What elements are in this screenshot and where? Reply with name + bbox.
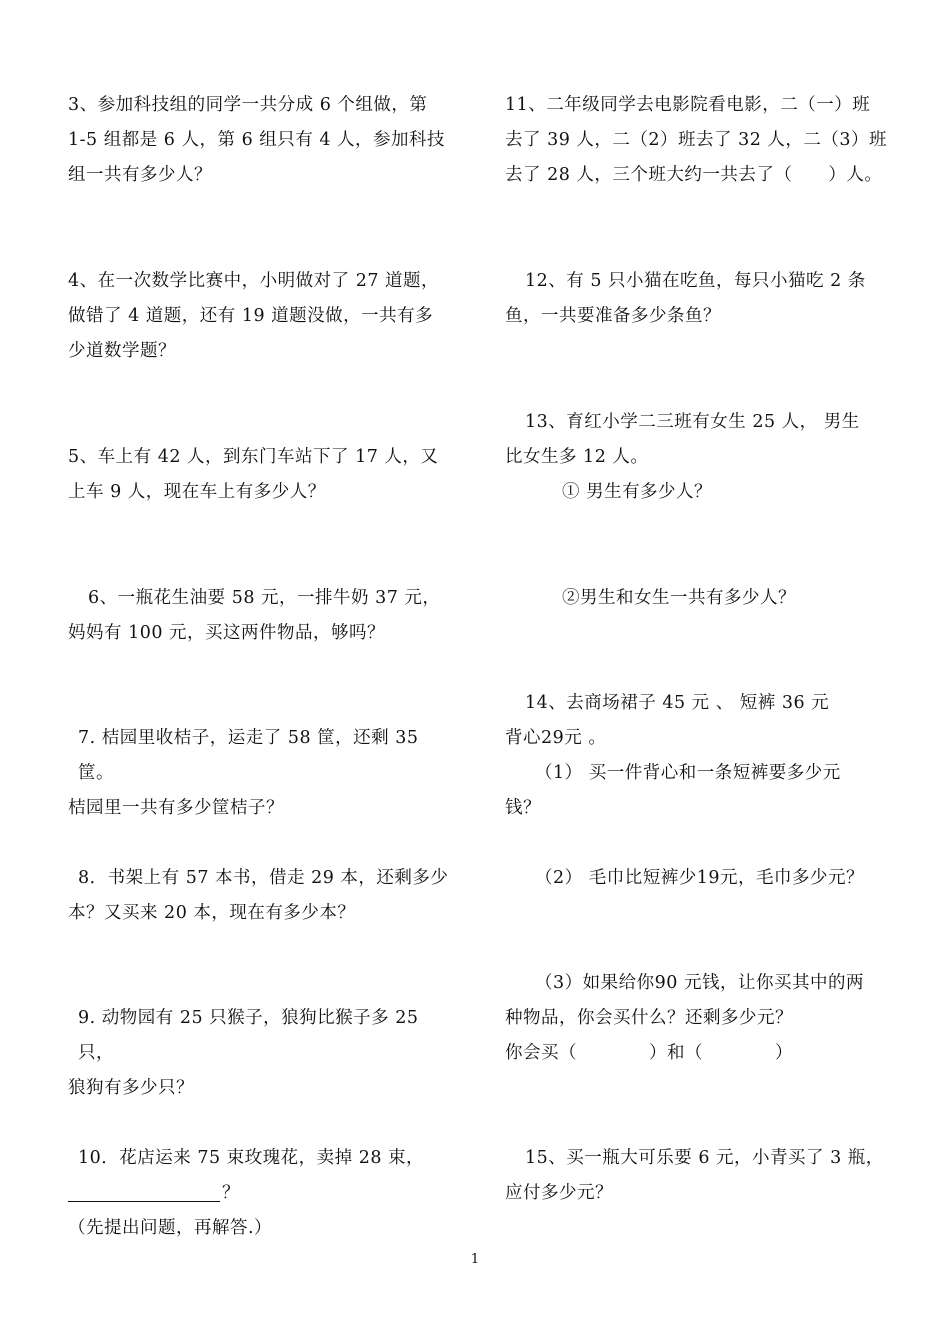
- question-10-line-2: [68, 1176, 458, 1211]
- question-14-sub-3-answer: 你会买（ ）和（ ）: [505, 1043, 793, 1063]
- question-4-line-3: 少道数学题？: [68, 341, 176, 361]
- question-6-line-2: 妈妈有 100 元，买这两件物品，够吗？: [68, 623, 386, 643]
- question-7: [68, 721, 458, 826]
- question-11: [505, 88, 895, 193]
- question-12-line-2: 鱼，一共要准备多少条鱼？: [505, 306, 721, 326]
- question-12: [505, 264, 895, 334]
- question-14-part-2: [505, 861, 895, 896]
- question-14: [505, 686, 895, 826]
- question-3-line-1: 3、参加科技组的同学一共分成 6 个组做，第: [68, 95, 428, 115]
- question-11-line-3: 去了 28 人，三个班大约一共去了（ ）人。: [505, 165, 883, 185]
- question-13-sub-2: ②男生和女生一共有多少人？: [562, 588, 796, 608]
- question-13-line-1: 13、育红小学二三班有女生 25 人， 男生: [525, 412, 860, 432]
- question-4-line-2: 做错了 4 道题，还有 19 道题没做，一共有多: [68, 306, 434, 326]
- page-number: 1: [470, 1252, 480, 1267]
- question-9-line-2: 狼狗有多少只？: [68, 1078, 194, 1098]
- answer-blank[interactable]: [68, 1179, 220, 1202]
- question-14-sub-3-line-1: （3）如果给你90 元钱，让你买其中的两: [535, 973, 864, 993]
- question-10-line-1: 10．花店运来 75 束玫瑰花，卖掉 28 束，: [78, 1148, 425, 1168]
- question-5-line-1: 5、车上有 42 人，到东门车站下了 17 人，又: [68, 447, 439, 467]
- question-3: [68, 88, 458, 193]
- question-8-line-1: 8．书架上有 57 本书，借走 29 本，还剩多少: [78, 868, 449, 888]
- question-14-sub-1-line-2: 钱？: [505, 798, 541, 818]
- question-8-line-2: 本？又买来 20 本，现在有多少本？: [68, 903, 356, 923]
- question-13: [505, 405, 895, 510]
- question-6: [68, 581, 458, 651]
- question-14-sub-1-line-1: （1） 买一件背心和一条短裤要多少元: [535, 763, 841, 783]
- question-5: [68, 440, 458, 510]
- question-9-line-1: 9. 动物园有 25 只猴子，狼狗比猴子多 25 只，: [78, 1008, 419, 1063]
- question-4-line-1: 4、在一次数学比赛中，小明做对了 27 道题，: [68, 271, 440, 291]
- question-14-sub-2: （2） 毛巾比短裤少19元，毛巾多少元？: [535, 868, 864, 888]
- question-14-part-3: [505, 966, 895, 1071]
- question-9: [68, 1001, 458, 1106]
- question-14-sub-3-line-2: 种物品，你会买什么？还剩多少元？: [505, 1008, 793, 1028]
- question-11-line-2: 去了 39 人，二（2）班去了 32 人，二（3）班: [505, 130, 888, 150]
- question-15-line-1: 15、买一瓶大可乐要 6 元，小青买了 3 瓶，: [525, 1148, 884, 1168]
- question-11-line-1: 11、二年级同学去电影院看电影，二（一）班: [505, 95, 871, 115]
- question-8: [68, 861, 458, 931]
- question-10: [68, 1141, 458, 1246]
- question-3-line-3: 组一共有多少人？: [68, 165, 212, 185]
- question-5-line-2: 上车 9 人，现在车上有多少人？: [68, 482, 326, 502]
- question-10-note: （先提出问题，再解答.）: [68, 1218, 273, 1238]
- question-3-line-2: 1-5 组都是 6 人，第 6 组只有 4 人，参加科技: [68, 130, 446, 150]
- question-14-line-2: 背心29元 。: [505, 728, 607, 748]
- question-4: [68, 264, 458, 369]
- question-15: [505, 1141, 895, 1211]
- question-13-sub-1: ① 男生有多少人？: [562, 482, 713, 502]
- question-14-line-1: 14、去商场裙子 45 元 、 短裤 36 元: [525, 693, 830, 713]
- question-13-part-2: [505, 581, 895, 616]
- question-13-line-2: 比女生多 12 人。: [505, 447, 649, 467]
- question-15-line-2: 应付多少元？: [505, 1183, 613, 1203]
- question-7-line-1: 7. 桔园里收桔子，运走了 58 筐，还剩 35 筐。: [78, 728, 419, 783]
- question-12-line-1: 12、有 5 只小猫在吃鱼，每只小猫吃 2 条: [525, 271, 866, 291]
- question-7-line-2: 桔园里一共有多少筐桔子？: [68, 798, 284, 818]
- question-6-line-1: 6、一瓶花生油要 58 元，一排牛奶 37 元，: [88, 588, 441, 608]
- question-10-question-mark: ？: [222, 1183, 240, 1203]
